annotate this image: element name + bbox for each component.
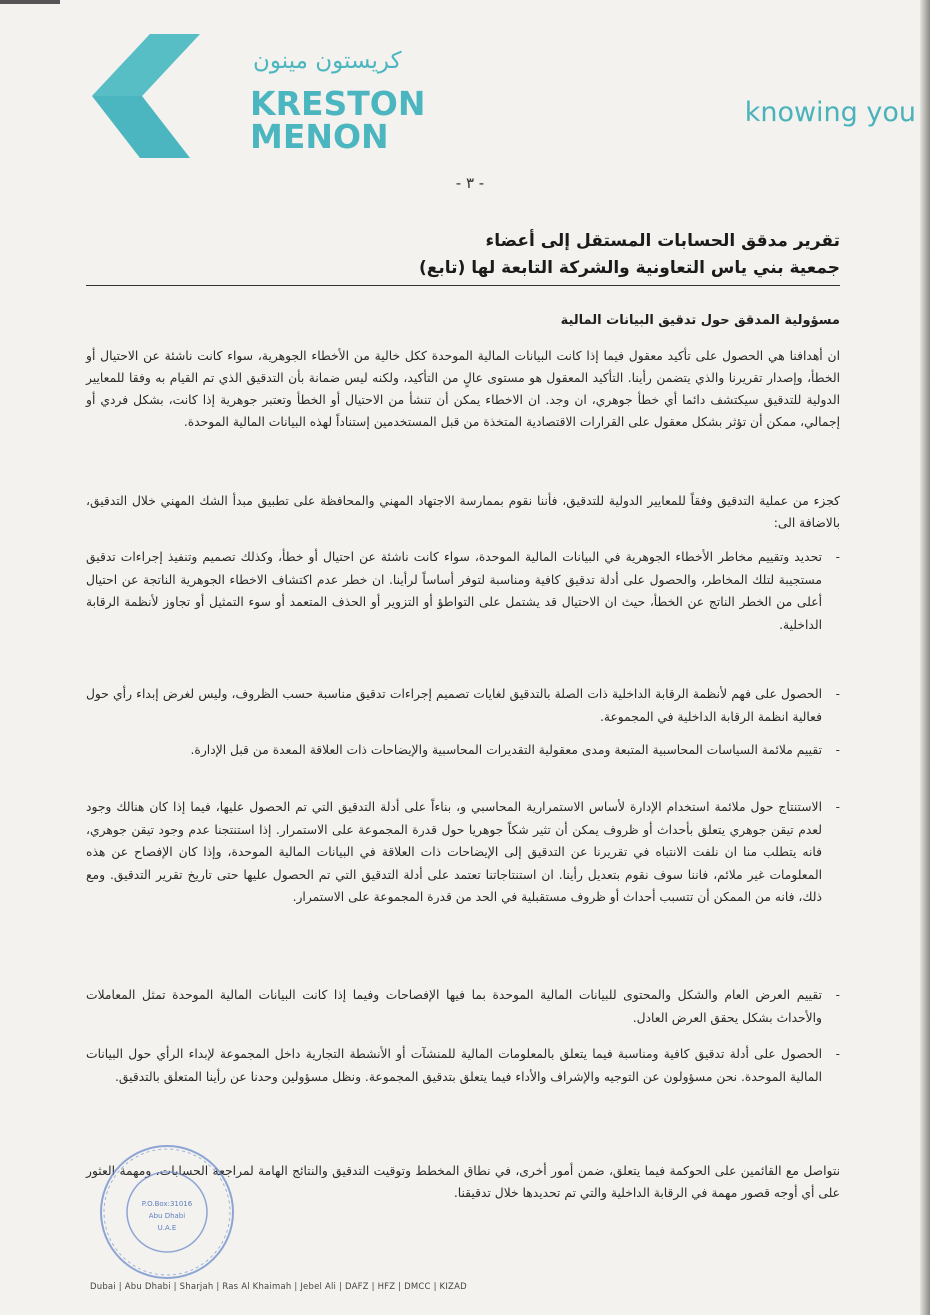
bullet-dash-icon: -: [835, 687, 840, 701]
office-locations-footer: Dubai | Abu Dhabi | Sharjah | Ras Al Khaimah | Jebel Ali | DAFZ | HFZ | DMCC | KIZAD: [90, 1282, 467, 1292]
bullet-item: [86, 796, 840, 909]
bullet-text: الحصول على أدلة تدقيق كافية ومناسبة فيما يتعلق بالمعلومات المالية للمنشآت أو الأنشطة التجارية داخل المجموعة لإبداء الرأي حول البيانات المالية الموحدة. نحن مسؤولون عن التوجيه والإشراف والأداء فيما يتعلق بتدقيق المجموعة. ونظل مسؤولين وحدنا عن رأينا المتعلق بالتدقيق.: [86, 1047, 822, 1084]
bullet-item: [86, 546, 840, 636]
bullet-dash-icon: -: [835, 743, 840, 757]
page-edge-shadow: [920, 0, 930, 1315]
bullet-item: [86, 739, 840, 762]
bullet-dash-icon: -: [835, 1047, 840, 1061]
paragraph-audit-process: كجزء من عملية التدقيق وفقاً للمعايير الدولية للتدقيق، فأننا نقوم بممارسة الاجتهاد المهني والمحافظة على تطبيق مبدأ الشك المهني خلال التدقيق، بالاضافة الى:: [86, 494, 840, 530]
bullet-dash-icon: -: [835, 988, 840, 1002]
logo-menon-text: MENON: [250, 117, 389, 156]
company-stamp: [95, 1140, 245, 1290]
logo-arabic-text: كريستون مينون: [253, 48, 402, 74]
bullet-text: تقييم ملائمة السياسات المحاسبية المتبعة ومدى معقولية التقديرات المحاسبية والإيضاحات ذات العلاقة المعدة من قبل الإدارة.: [190, 743, 822, 757]
bullet-item: [86, 1043, 840, 1088]
paragraph-governance: نتواصل مع القائمين على الحوكمة فيما يتعلق، ضمن أمور أخرى، في نطاق المخطط وتوقيت التدقيق والنتائج الهامة لمراجعة الحسابات، ومهمة العثور على أي أوجه قصور مهمة في الرقابة الداخلية والتي تم تحديدها خلال تدقيقنا.: [86, 1164, 840, 1200]
title-divider: [86, 285, 840, 286]
bullet-text: الحصول على فهم لأنظمة الرقابة الداخلية ذات الصلة بالتدقيق لغايات تصميم إجراءات تدقيق مناسبة حسب الظروف، وليس لغرض إبداء رأي حول فعالية انظمة الرقابة الداخلية في المجموعة.: [86, 687, 822, 724]
page-edge: [0, 0, 60, 4]
stamp-pobox: P.O.Box:31016: [141, 1200, 193, 1208]
bullet-dash-icon: -: [835, 800, 840, 814]
stamp-country: U.A.E: [157, 1224, 177, 1232]
bullet-text: تقييم العرض العام والشكل والمحتوى للبيانات المالية الموحدة بما فيها الإفصاحات وفيما إذا كانت البيانات المالية الموحدة تمثل المعاملات والأحداث بشكل يحقق العرض العادل.: [86, 988, 822, 1025]
bullet-text: الاستنتاج حول ملائمة استخدام الإدارة لأساس الاستمرارية المحاسبي و، بناءاً على أدلة التدقيق التي تم الحصول عليها، فيما إذا كان هنالك وجود لعدم تيقن جوهري يتعلق بأحداث أو ظروف يمكن أن تثير شكاً جوهريا حول قدرة المجموعة على الاستمرار. إذا استنتجنا عدم وجود تيقن جوهري، فانه يتطلب منا ان نلفت الانتباه في تقريرنا عن التدقيق إلى الإيضاحات ذات العلاقة في البيانات المالية الموحدة، وإذا كان الإفصاح عن هذه المعلومات غير ملائم، فاننا سوف نقوم بتعديل رأينا. ان استنتاجاتنا تعتمد على أدلة التدقيق التي تم الحصول عليها حتى تاريخ تقرير التدقيق. ومع ذلك، فانه من الممكن أن تتسبب أحداث أو ظروف مستقبلية في الحد من قدرة المجموعة على الاستمرار.: [86, 800, 822, 904]
bullet-item: [86, 984, 840, 1029]
report-title: [86, 228, 840, 282]
page-number: - ٣ -: [455, 174, 485, 192]
bullet-item: [86, 683, 840, 728]
logo-mark-icon: [88, 26, 258, 166]
kreston-menon-logo: [88, 26, 426, 166]
stamp-city: Abu Dhabi: [148, 1212, 186, 1220]
tagline: knowing you: [744, 97, 916, 128]
logo-kreston-text: KRESTON: [250, 84, 426, 123]
bullet-dash-icon: -: [835, 550, 840, 564]
title-line-1: تقرير مدقق الحسابات المستقل إلى أعضاء: [485, 231, 840, 251]
title-line-2: جمعية بني ياس التعاونية والشركة التابعة لها (تابع): [419, 258, 840, 278]
paragraph-objectives: ان أهدافنا هي الحصول على تأكيد معقول فيما إذا كانت البيانات المالية الموحدة ككل خالية من الأخطاء الجوهرية، سواء كانت ناشئة عن الاحتيال أو الخطأ، وإصدار تقريرنا والذي يتضمن رأينا. التأكيد المعقول هو مستوى عالٍ من التأكيد، ولكنه ليس ضمانة بأن التدقيق الذي تم القيام به وفقا للمعايير الدولية للتدقيق سيكتشف دائما أي خطأ جوهري، ان وجد. ان الاخطاء يمكن أن تنشأ من الاحتيال أو الخطأ وتعتبر جوهرية إذا كانت، بشكل فردي أو إجمالي، ممكن أن تؤثر بشكل معقول على القرارات الاقتصادية المتخذة من قبل المستخدمين إستناداً لهذه البيانات المالية الموحدة.: [86, 349, 840, 429]
bullet-text: تحديد وتقييم مخاطر الأخطاء الجوهرية في البيانات المالية الموحدة، سواء كانت ناشئة عن احتيال أو خطأ، وكذلك تصميم وتنفيذ إجراءات تدقيق مستجيبة لتلك المخاطر، والحصول على أدلة تدقيق كافية ومناسبة لتوفر أساساً لرأينا. ان خطر عدم اكتشاف الاخطاء الجوهرية الناتجة عن احتيال أعلى من الخطر الناتج عن الخطأ، حيث ان الاحتيال قد يشتمل على التواطؤ أو التزوير أو الحذف المتعمد أو سوء التمثيل أو تجاوز لأنظمة الرقابة الداخلية.: [86, 550, 822, 632]
section-heading: مسؤولية المدقق حول تدقيق البيانات المالية: [560, 313, 840, 328]
